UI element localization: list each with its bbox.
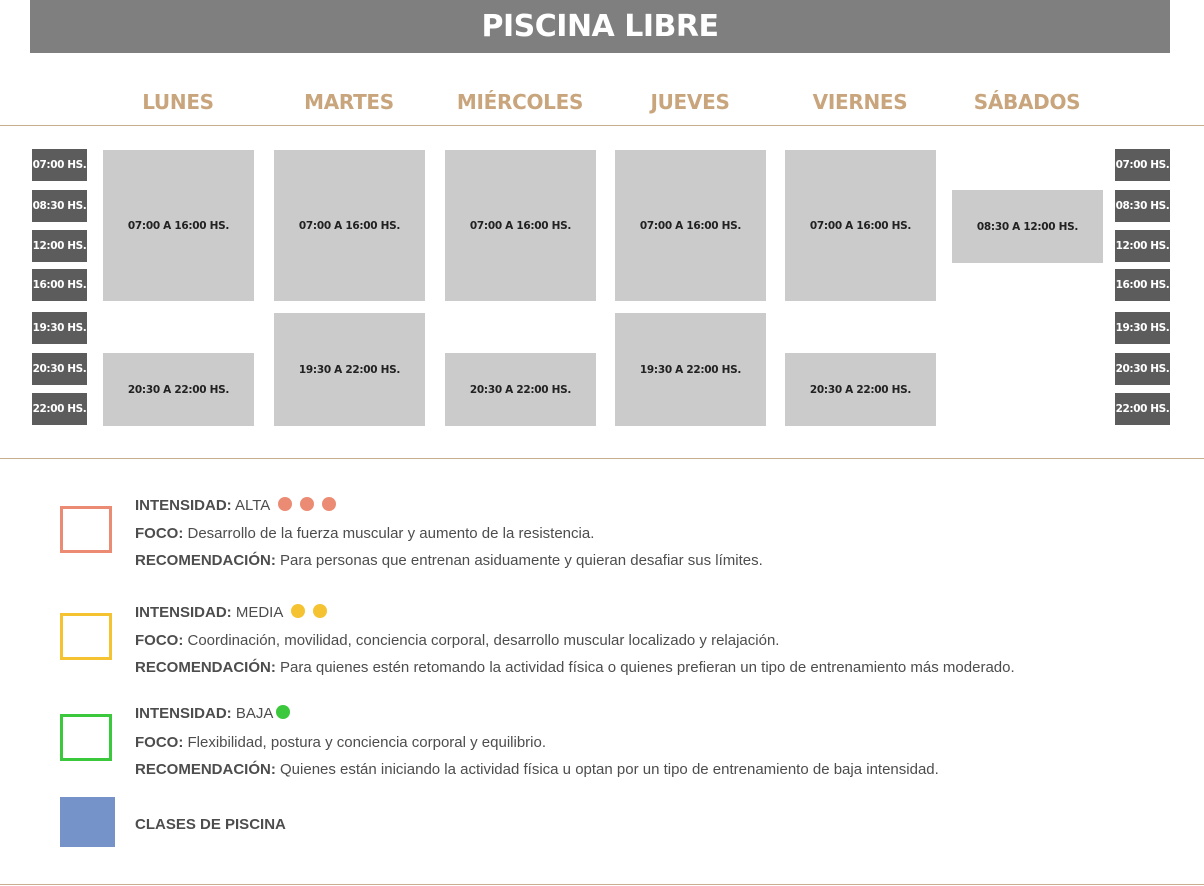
schedule-block-label: 19:30 A 22:00 HS. — [639, 363, 742, 376]
legend-baja-foco — [135, 734, 546, 751]
legend-piscina — [135, 816, 286, 833]
intensity-dot-icon — [322, 497, 336, 511]
legend-value: ALTA — [235, 497, 271, 514]
divider-bottom — [0, 884, 1204, 885]
page-title: PISCINA LIBRE — [30, 0, 1170, 53]
intensity-dot-icon — [300, 497, 314, 511]
time-label-right-0700: 07:00 HS. — [1115, 149, 1170, 181]
legend-value: Desarrollo de la fuerza muscular y aumento de la resistencia. — [187, 525, 595, 542]
legend-alta-foco — [135, 525, 594, 542]
time-label-right-2200: 22:00 HS. — [1115, 393, 1170, 425]
day-header-sabados: SÁBADOS — [973, 90, 1081, 114]
legend-swatch-baja — [60, 714, 112, 761]
legend-label: CLASES DE PISCINA — [135, 816, 286, 833]
legend-label: FOCO: — [135, 525, 184, 542]
schedule-block-label: 07:00 A 16:00 HS. — [639, 219, 742, 232]
legend-label: RECOMENDACIÓN: — [135, 659, 276, 676]
legend-value: Coordinación, movilidad, conciencia corporal, desarrollo muscular localizado y relajación. — [187, 632, 780, 649]
schedule-block-martes-evening[interactable] — [274, 313, 425, 426]
schedule-block-jueves-morning[interactable] — [615, 150, 766, 301]
schedule-block-viernes-evening[interactable] — [785, 353, 936, 426]
day-header-jueves: JUEVES — [650, 90, 730, 114]
day-header-lunes: LUNES — [142, 90, 214, 114]
divider-middle — [0, 458, 1204, 459]
legend-swatch-media — [60, 613, 112, 660]
schedule-block-label: 08:30 A 12:00 HS. — [976, 220, 1079, 233]
time-label-right-2030: 20:30 HS. — [1115, 353, 1170, 385]
legend-value: Para personas que entrenan asiduamente y quieran desafiar sus límites. — [280, 552, 763, 569]
schedule-block-label: 19:30 A 22:00 HS. — [298, 363, 401, 376]
schedule-block-jueves-evening[interactable] — [615, 313, 766, 426]
legend-label: FOCO: — [135, 734, 184, 751]
time-label-right-1200: 12:00 HS. — [1115, 230, 1170, 262]
time-label-right-1600: 16:00 HS. — [1115, 269, 1170, 301]
schedule-block-miercoles-evening[interactable] — [445, 353, 596, 426]
time-label-right-1930: 19:30 HS. — [1115, 312, 1170, 344]
legend-swatch-piscina — [60, 797, 115, 847]
day-header-miercoles: MIÉRCOLES — [456, 90, 584, 114]
legend-label: INTENSIDAD: — [135, 497, 232, 514]
divider-top — [0, 125, 1204, 126]
schedule-block-label: 20:30 A 22:00 HS. — [127, 383, 230, 396]
schedule-block-label: 07:00 A 16:00 HS. — [469, 219, 572, 232]
schedule-block-martes-morning[interactable] — [274, 150, 425, 301]
day-header-martes: MARTES — [304, 90, 394, 114]
schedule-block-label: 07:00 A 16:00 HS. — [809, 219, 912, 232]
legend-alta-intensidad — [135, 497, 336, 514]
legend-alta-recomendacion — [135, 552, 763, 569]
legend-value: BAJA — [235, 705, 274, 722]
time-label-left-2030: 20:30 HS. — [32, 353, 87, 385]
legend-value: Flexibilidad, postura y conciencia corporal y equilibrio. — [187, 734, 547, 751]
intensity-dot-icon — [276, 705, 290, 719]
schedule-block-label: 20:30 A 22:00 HS. — [469, 383, 572, 396]
time-label-left-1600: 16:00 HS. — [32, 269, 87, 301]
legend-value: Para quienes estén retomando la actividad física o quienes prefieran un tipo de entrenamiento más moderado. — [280, 659, 1015, 676]
legend-media-foco — [135, 632, 779, 649]
legend-swatch-alta — [60, 506, 112, 553]
legend-label: FOCO: — [135, 632, 184, 649]
schedule-block-label: 07:00 A 16:00 HS. — [298, 219, 401, 232]
schedule-block-label: 07:00 A 16:00 HS. — [127, 219, 230, 232]
time-label-left-0830: 08:30 HS. — [32, 190, 87, 222]
schedule-block-sabados-morning[interactable] — [952, 190, 1103, 263]
schedule-block-lunes-evening[interactable] — [103, 353, 254, 426]
legend-label: RECOMENDACIÓN: — [135, 761, 276, 778]
time-label-left-2200: 22:00 HS. — [32, 393, 87, 425]
time-label-left-0700: 07:00 HS. — [32, 149, 87, 181]
schedule-block-miercoles-morning[interactable] — [445, 150, 596, 301]
legend-media-recomendacion — [135, 659, 1015, 676]
intensity-dot-icon — [313, 604, 327, 618]
legend-label: INTENSIDAD: — [135, 705, 232, 722]
schedule-block-label: 20:30 A 22:00 HS. — [809, 383, 912, 396]
time-label-left-1930: 19:30 HS. — [32, 312, 87, 344]
day-header-viernes: VIERNES — [812, 90, 908, 114]
intensity-dot-icon — [278, 497, 292, 511]
schedule-block-viernes-morning[interactable] — [785, 150, 936, 301]
time-label-right-0830: 08:30 HS. — [1115, 190, 1170, 222]
legend-value: Quienes están iniciando la actividad física u optan por un tipo de entrenamiento de baja intensidad. — [280, 761, 939, 778]
legend-label: INTENSIDAD: — [135, 604, 232, 621]
legend-value: MEDIA — [235, 604, 284, 621]
schedule-block-lunes-morning[interactable] — [103, 150, 254, 301]
legend-baja-recomendacion — [135, 761, 939, 778]
intensity-dot-icon — [291, 604, 305, 618]
legend-label: RECOMENDACIÓN: — [135, 552, 276, 569]
legend-media-intensidad — [135, 604, 327, 621]
legend-baja-intensidad — [135, 705, 290, 722]
time-label-left-1200: 12:00 HS. — [32, 230, 87, 262]
